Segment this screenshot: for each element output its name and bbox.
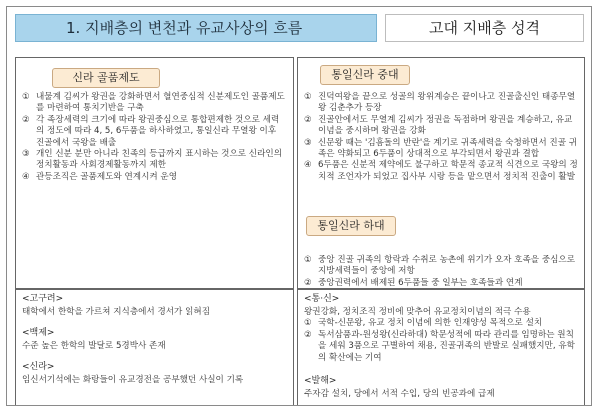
list-item: ③ 신문왕 때는 '김흠돌의 반란'을 계기로 귀족세력을 숙청하면서 진골 귀족은 약화되고 6두품이 상대적으로 부각되면서 왕권과 결합 <box>304 137 578 160</box>
balhae-text: 주자감 설치, 당에서 서적 수입, 당의 빈공과에 급제 <box>304 388 495 399</box>
silla-bone-rank-panel <box>15 57 294 289</box>
unified-silla-late-list <box>304 255 578 289</box>
unified-silla-late-tag: 통일신라 하대 <box>306 216 396 236</box>
list-item: ② 중앙권력에서 배제된 6두품들 중 일부는 호족들과 연계 <box>304 277 523 288</box>
silla-heading: <신라> <box>22 362 55 372</box>
silla-text: 임신서기석에는 화랑들이 유교경전을 공부했던 사실이 기록 <box>22 374 244 385</box>
list-item: ① 중앙 진골 귀족의 항락과 수취로 농촌에 위기가 오자 호족을 중심으로 지방세력들이 중앙에 저항 <box>304 255 576 277</box>
silla-bone-rank-list <box>22 92 286 183</box>
section-title: 1. 지배층의 변천과 유교사상의 흐름 <box>15 14 377 42</box>
goguryeo-text: 태학에서 한학을 가르쳐 지식층에서 경서가 읽혀짐 <box>22 306 210 317</box>
unified-silla-confucian-text: 왕권강화, 정치조직 정비에 맞추어 유교정치이념의 적극 수용 <box>304 306 531 317</box>
balhae-section <box>304 376 578 400</box>
silla-section <box>22 362 290 386</box>
unified-silla-mid-list <box>304 92 578 183</box>
list-item: ④ 6두품은 신분적 제약에도 불구하고 학문적 종교적 식견으로 국왕의 정치적 조언자가 되었고 집사부 시랑 등을 맡으면서 정치적 진출이 활발 <box>304 160 578 182</box>
list-item: ① 국학-신문왕, 유교 정치 이념에 의한 인재양성 목적으로 설치 <box>304 318 543 328</box>
unified-silla-panel <box>297 57 585 289</box>
list-item: ② 각 족장세력의 크기에 따라 왕권중심으로 통합편제한 것으로 세력의 정도에 따라 4, 5, 6두품을 하사하였고, 통일신라 무열왕 이후 진골에서 국왕을 배출 <box>22 114 280 148</box>
unified-silla-confucian-section <box>304 294 578 364</box>
list-item: ③ 개인 신분 분만 아니라 친족의 등급까지 표시하는 것으로 신라인의 정치활동과 사회경제활동까지 제한 <box>22 149 282 171</box>
baekje-heading: <백제> <box>22 328 55 338</box>
list-item: ① 내물계 김씨가 왕권을 강화하면서 혈연중심적 신분제도인 골품제도를 마련하여 통치기반을 구축 <box>22 92 285 114</box>
list-item: ② 독서삼품과-원성왕(신라하대) 학문성적에 따라 관리를 임명하는 원칙을 세워 3품으로 구별하여 채용, 진골귀족의 반발로 실패했지만, 유학의 확산에는 기여 <box>304 329 575 363</box>
goguryeo-section <box>22 294 286 318</box>
list-item: ④ 관등조직은 골품제도와 연계시켜 운영 <box>22 171 178 182</box>
document-sheet <box>6 6 592 406</box>
three-kingdoms-confucian-panel <box>15 289 294 406</box>
balhae-heading: <발해> <box>304 376 337 386</box>
silla-bone-rank-tag: 신라 골품제도 <box>52 68 160 88</box>
list-item: ① 진덕여왕을 끝으로 성골의 왕위계승은 끝이나고 진골출신인 태종무열왕 김춘추가 등장 <box>304 92 576 114</box>
unified-silla-confucian-heading: <통·신> <box>304 294 340 304</box>
list-item: ② 진골안에서도 무열계 김씨가 정권을 독점하며 왕권을 계승하고, 유교이념을 중시하며 왕권을 강화 <box>304 114 573 137</box>
unified-balhae-confucian-panel <box>297 289 585 406</box>
baekje-text: 수준 높은 한학의 발달로 5경박사 존재 <box>22 340 166 351</box>
unified-silla-confucian-list <box>304 318 578 364</box>
goguryeo-heading: <고구려> <box>22 294 64 304</box>
unified-silla-mid-tag: 통일신라 중대 <box>320 65 410 85</box>
baekje-section <box>22 328 286 352</box>
section-subtitle: 고대 지배층 성격 <box>385 14 584 42</box>
